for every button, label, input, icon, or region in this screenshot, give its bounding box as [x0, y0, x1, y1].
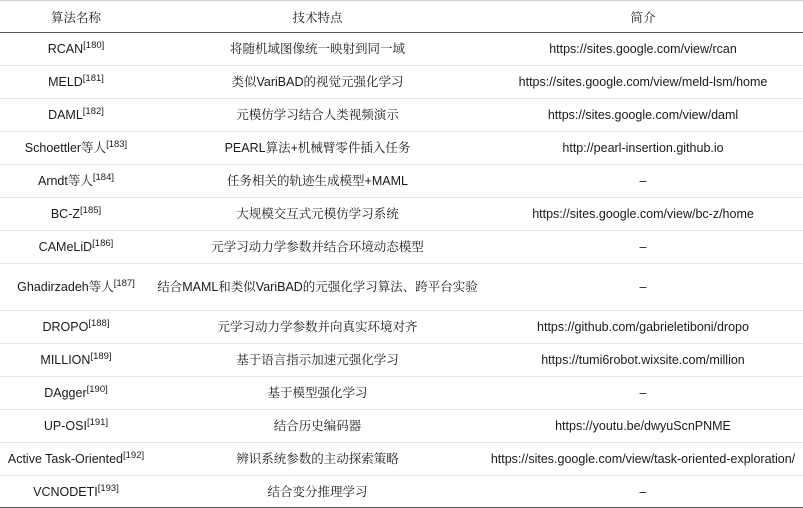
link-cell: https://sites.google.com/view/rcan — [483, 33, 803, 66]
algorithm-name-cell — [0, 66, 152, 99]
algorithm-name: DAML — [48, 108, 83, 122]
table-row — [0, 99, 803, 132]
link-cell: – — [483, 264, 803, 311]
link-cell: https://sites.google.com/view/meld-lsm/home — [483, 66, 803, 99]
algorithm-name-cell — [0, 344, 152, 377]
algorithm-name: CAMeLiD — [38, 240, 93, 254]
table-row — [0, 33, 803, 66]
header-introduction: 简介 — [483, 1, 803, 33]
header-technical-features: 技术特点 — [152, 1, 483, 33]
link-cell: https://youtu.be/dwyuScnPNME — [483, 410, 803, 443]
algorithm-name: MILLION — [40, 353, 91, 367]
feature-cell: 结合历史编码器 — [152, 410, 483, 443]
algorithm-name-cell — [0, 165, 152, 198]
table-row — [0, 311, 803, 344]
reference-number: [192] — [122, 450, 145, 461]
reference-number: [184] — [92, 172, 115, 183]
algorithm-name-cell — [0, 264, 152, 311]
algorithm-name-cell — [0, 410, 152, 443]
reference-number: [190] — [86, 384, 108, 395]
algorithm-name: UP-OSI — [43, 419, 87, 433]
link-cell: https://tumi6robot.wixsite.com/million — [483, 344, 803, 377]
table-row — [0, 410, 803, 443]
algorithm-name-cell — [0, 311, 152, 344]
link-cell: – — [483, 231, 803, 264]
table-row — [0, 165, 803, 198]
reference-number: [183] — [106, 139, 128, 150]
feature-cell: 任务相关的轨迹生成模型+MAML — [152, 165, 483, 198]
reference-number: [185] — [80, 205, 102, 216]
algorithm-name: Ghadirzadeh等人 — [17, 280, 114, 294]
feature-cell: 类似VariBAD的视觉元强化学习 — [152, 66, 483, 99]
link-cell: https://sites.google.com/view/daml — [483, 99, 803, 132]
algorithm-name: Schoettler等人 — [24, 141, 107, 155]
algorithm-name-cell — [0, 443, 152, 476]
algorithm-name-cell — [0, 231, 152, 264]
algorithm-name-cell — [0, 377, 152, 410]
link-cell: https://github.com/gabrieletiboni/dropo — [483, 311, 803, 344]
algorithm-name: Arndt等人 — [37, 174, 93, 188]
feature-cell: 结合变分推理学习 — [152, 476, 483, 508]
link-cell: – — [483, 476, 803, 508]
table-row — [0, 443, 803, 476]
feature-cell: 元学习动力学参数并结合环境动态模型 — [152, 231, 483, 264]
algorithm-name-cell — [0, 198, 152, 231]
reference-number: [187] — [113, 278, 135, 289]
algorithm-name: DROPO — [42, 320, 89, 334]
feature-cell: 基于语言指示加速元强化学习 — [152, 344, 483, 377]
link-cell: http://pearl-insertion.github.io — [483, 132, 803, 165]
reference-number: [193] — [97, 482, 119, 494]
feature-cell: 基于模型强化学习 — [152, 377, 483, 410]
link-cell: – — [483, 165, 803, 198]
algorithm-name-cell — [0, 33, 152, 66]
feature-cell: 结合MAML和类似VariBAD的元强化学习算法、跨平台实验 — [152, 264, 483, 311]
feature-cell: PEARL算法+机械臂零件插入任务 — [152, 132, 483, 165]
reference-number: [180] — [83, 40, 105, 51]
algorithm-name: VCNODETI — [33, 484, 98, 499]
table-row — [0, 264, 803, 311]
table-header-row — [0, 1, 803, 33]
table-row — [0, 231, 803, 264]
table-row — [0, 66, 803, 99]
reference-number: [188] — [88, 318, 110, 329]
header-algorithm-name: 算法名称 — [0, 1, 152, 33]
algorithm-name-cell — [0, 132, 152, 165]
reference-number: [181] — [82, 73, 104, 84]
feature-cell: 辨识系统参数的主动探索策略 — [152, 443, 483, 476]
algorithm-name-cell — [0, 99, 152, 132]
link-cell: https://sites.google.com/view/bc-z/home — [483, 198, 803, 231]
feature-cell: 大规模交互式元模仿学习系统 — [152, 198, 483, 231]
link-cell: – — [483, 377, 803, 410]
algorithm-name: MELD — [48, 75, 83, 89]
reference-number: [182] — [82, 106, 104, 117]
algorithm-name: DAgger — [44, 386, 87, 400]
reference-number: [186] — [92, 238, 114, 249]
link-cell: https://sites.google.com/view/task-oriented-exploration/ — [483, 443, 803, 476]
algorithm-name: RCAN — [47, 42, 84, 56]
table-row — [0, 198, 803, 231]
feature-cell: 将随机域图像统一映射到同一域 — [152, 33, 483, 66]
reference-number: [191] — [86, 417, 109, 428]
algorithm-name: Active Task-Oriented — [7, 452, 123, 466]
algorithm-name: BC-Z — [50, 207, 81, 221]
reference-number: [189] — [90, 351, 112, 362]
table-row — [0, 377, 803, 410]
table-row — [0, 344, 803, 377]
table-row — [0, 132, 803, 165]
feature-cell: 元学习动力学参数并向真实环境对齐 — [152, 311, 483, 344]
feature-cell: 元模仿学习结合人类视频演示 — [152, 99, 483, 132]
